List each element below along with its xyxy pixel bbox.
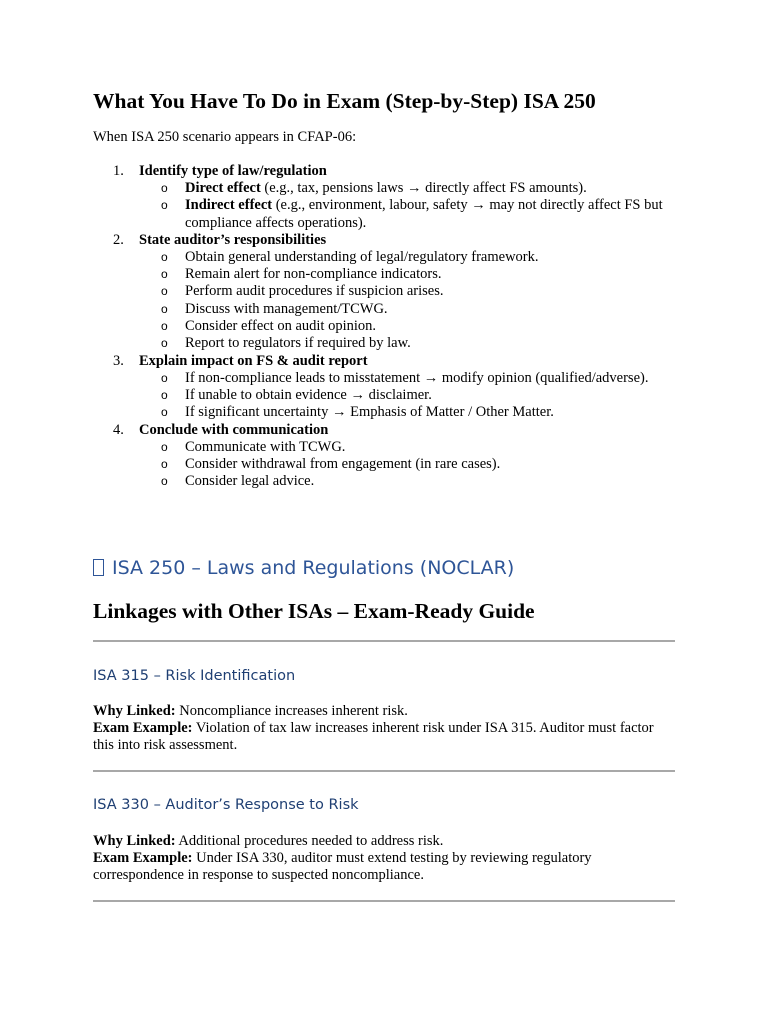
sub-item-text: If unable to obtain evidence → disclaimer.	[185, 386, 432, 403]
exam-example-label: Exam Example:	[93, 850, 193, 866]
circle-bullet-icon: o	[161, 456, 168, 471]
why-linked-line	[93, 833, 675, 850]
sub-item-text: Remain alert for non-compliance indicators.	[185, 266, 442, 283]
sub-list-item	[139, 404, 690, 421]
exam-example-line	[93, 850, 675, 884]
sub-item-text: Consider effect on audit opinion.	[185, 318, 377, 335]
circle-bullet-icon: o	[161, 301, 168, 316]
intro-text: When ISA 250 scenario appears in CFAP-06:	[93, 129, 357, 145]
sub-list	[139, 439, 683, 491]
sub-item-text: Communicate with TCWG.	[185, 438, 346, 455]
sub-list-item	[139, 456, 690, 473]
divider	[93, 900, 675, 902]
circle-bullet-icon: o	[161, 181, 168, 195]
step-item	[93, 163, 683, 232]
sub-list-item	[139, 180, 690, 197]
exam-example-line	[93, 720, 675, 754]
linkage-heading-isa315: ISA 315 – Risk Identification	[93, 668, 296, 684]
circle-bullet-icon: o	[161, 370, 168, 385]
sub-list-item	[139, 387, 690, 404]
sub-list-item	[139, 249, 690, 266]
sub-list	[139, 249, 683, 353]
step-number: 3.	[113, 352, 124, 369]
step-title: Explain impact on FS & audit report	[139, 352, 368, 369]
sub-list-item	[139, 370, 690, 387]
circle-bullet-icon: o	[161, 387, 168, 402]
why-linked-text: Additional procedures needed to address risk.	[175, 833, 444, 849]
steps-list	[93, 163, 683, 490]
sub-list-item	[139, 266, 690, 283]
missing-glyph-icon	[93, 559, 104, 576]
circle-bullet-icon: o	[161, 405, 168, 420]
step-number: 2.	[113, 231, 124, 248]
step-title: State auditor’s responsibilities	[139, 231, 327, 248]
sub-item-text: If non-compliance leads to misstatement → modify opinion (qualified/adverse).	[185, 369, 649, 386]
isa250-heading	[93, 556, 514, 580]
sub-item-text: Consider withdrawal from engagement (in rare cases).	[185, 455, 501, 472]
step-item	[93, 232, 683, 353]
why-linked-line	[93, 703, 675, 720]
sub-item-term: Direct effect	[185, 180, 261, 196]
sub-list-item	[139, 318, 690, 335]
sub-list	[139, 370, 683, 422]
sub-item-text: (e.g., environment, labour, safety → may not directly affect FS but compliance affects operations).	[185, 197, 663, 231]
sub-item-text: Report to regulators if required by law.	[185, 335, 411, 352]
step-item	[93, 422, 683, 491]
sub-item-text: Consider legal advice.	[185, 473, 315, 490]
page-title: What You Have To Do in Exam (Step-by-Step) ISA 250	[93, 89, 596, 113]
sub-item-term: Indirect effect	[185, 197, 273, 214]
circle-bullet-icon: o	[161, 439, 168, 454]
step-item	[93, 353, 683, 422]
sub-item-text: If significant uncertainty → Emphasis of Matter / Other Matter.	[185, 404, 554, 421]
linkage-body-isa330	[93, 833, 675, 884]
sub-item-text: (e.g., tax, pensions laws → directly affect FS amounts).	[260, 180, 587, 196]
step-title: Conclude with communication	[139, 421, 329, 438]
step-number: 1.	[113, 163, 124, 179]
circle-bullet-icon: o	[161, 249, 168, 264]
linkage-heading-isa330: ISA 330 – Auditor’s Response to Risk	[93, 797, 359, 813]
sub-list-item	[139, 283, 690, 300]
divider	[93, 640, 675, 642]
circle-bullet-icon: o	[161, 267, 168, 282]
divider	[93, 770, 675, 772]
sub-item-text: Discuss with management/TCWG.	[185, 300, 388, 317]
sub-list-item	[139, 335, 690, 352]
circle-bullet-icon: o	[161, 336, 168, 351]
sub-list-item	[139, 473, 690, 490]
step-title: Identify type of law/regulation	[139, 163, 327, 179]
circle-bullet-icon: o	[161, 474, 168, 489]
circle-bullet-icon: o	[161, 319, 168, 334]
linkages-title: Linkages with Other ISAs – Exam-Ready Guide	[93, 599, 535, 623]
sub-item-text: Obtain general understanding of legal/regulatory framework.	[185, 248, 539, 265]
step-number: 4.	[113, 421, 124, 438]
circle-bullet-icon: o	[161, 198, 168, 213]
sub-item-text: Perform audit procedures if suspicion arises.	[185, 283, 444, 300]
exam-example-text: Violation of tax law increases inherent risk under ISA 315. Auditor must factor this into risk assessment.	[93, 720, 654, 753]
linkage-body-isa315	[93, 703, 675, 754]
sub-list-item	[139, 197, 690, 232]
exam-example-text: Under ISA 330, auditor must extend testing by reviewing regulatory correspondence in response to suspected noncompliance.	[93, 850, 592, 883]
why-linked-text: Noncompliance increases inherent risk.	[175, 703, 408, 719]
sub-list-item	[139, 439, 690, 456]
isa250-heading-text: ISA 250 – Laws and Regulations (NOCLAR)	[112, 557, 515, 579]
sub-list-item	[139, 301, 690, 318]
circle-bullet-icon: o	[161, 284, 168, 299]
why-linked-label: Why Linked:	[93, 703, 176, 719]
why-linked-label: Why Linked:	[93, 833, 176, 849]
exam-example-label: Exam Example:	[93, 720, 193, 736]
sub-list	[139, 180, 683, 232]
